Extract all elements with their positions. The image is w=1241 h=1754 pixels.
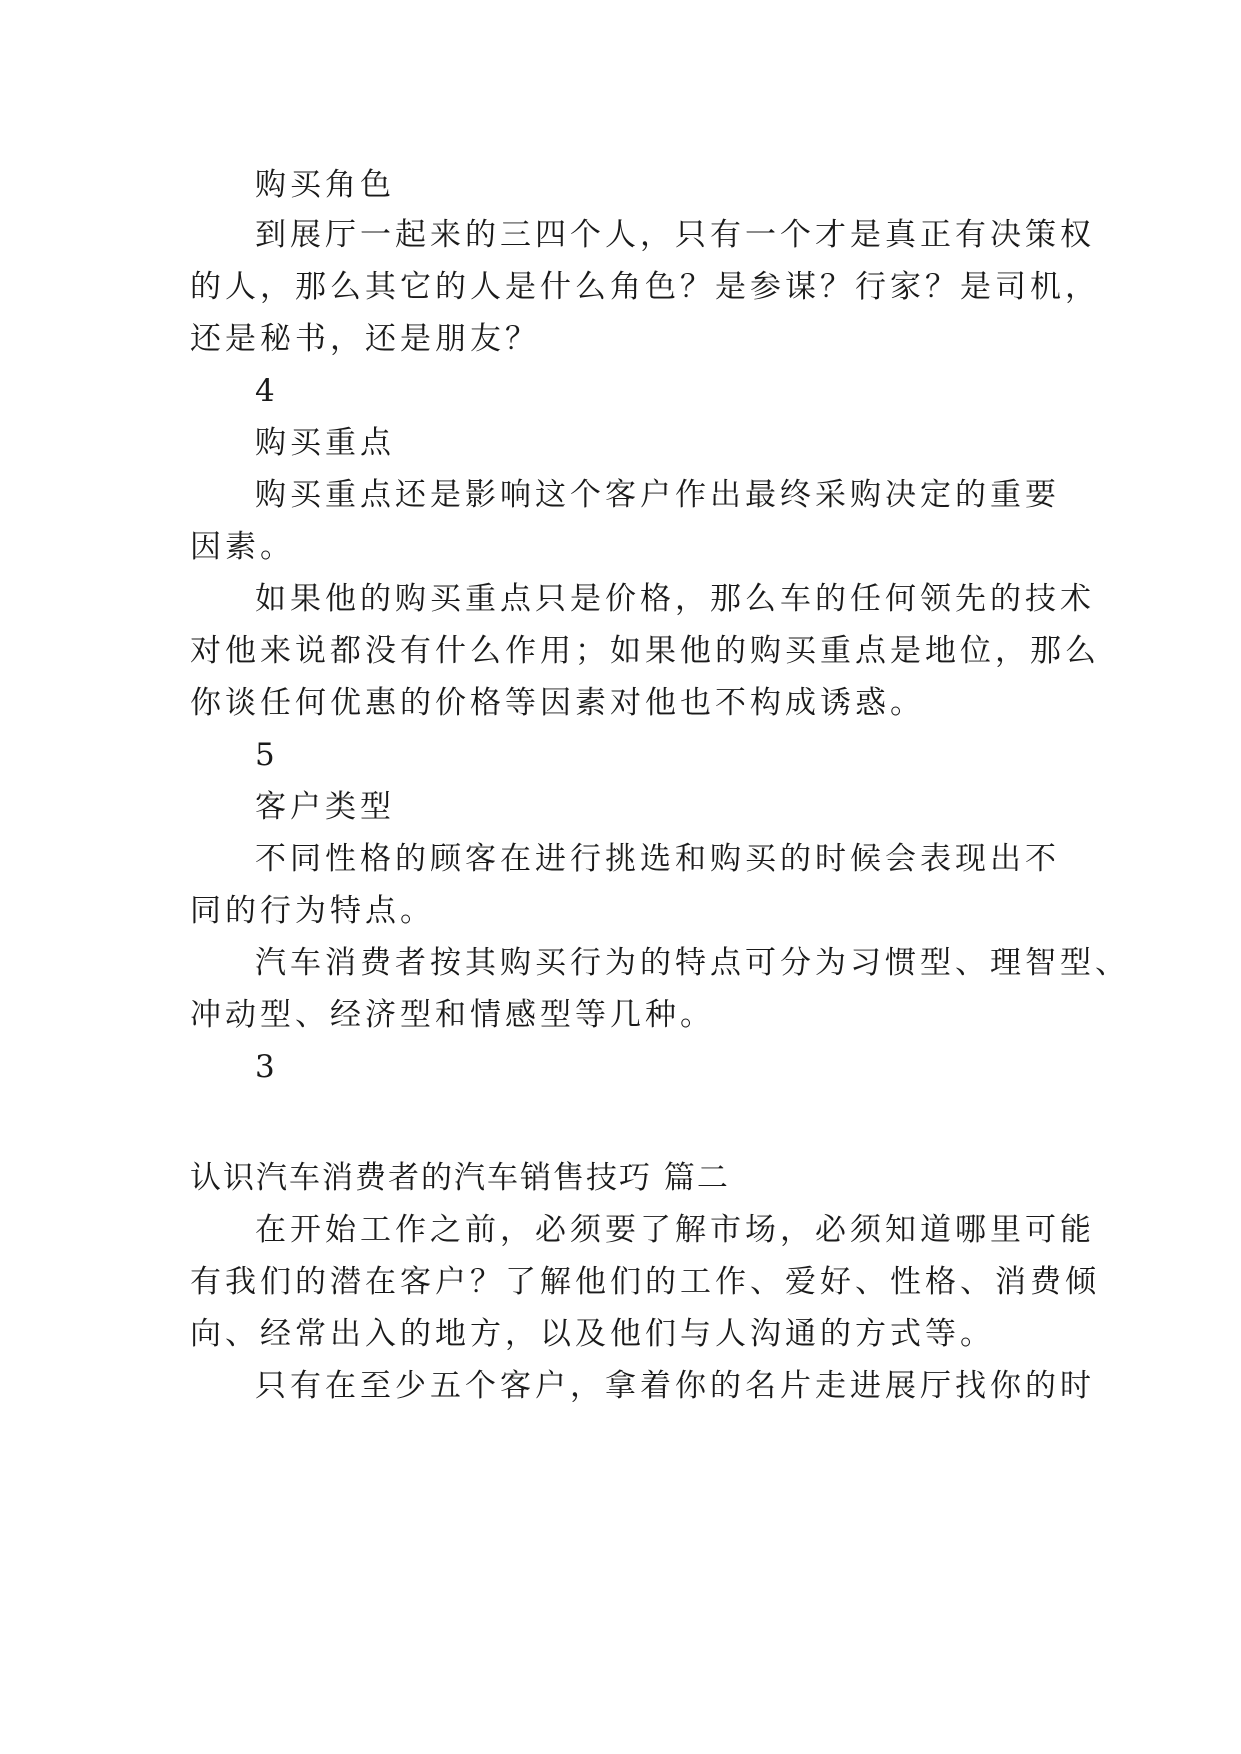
paragraph-line: 只有在至少五个客户，拿着你的名片走进展厅找你的时 — [255, 1368, 1095, 1404]
paragraph-line: 的人，那么其它的人是什么角色？是参谋？行家？是司机， — [190, 269, 1100, 305]
paragraph-line: 如果他的购买重点只是价格，那么车的任何领先的技术 — [255, 581, 1095, 617]
paragraph-line: 汽车消费者按其购买行为的特点可分为习惯型、理智型、 — [255, 945, 1130, 981]
paragraph-line: 你谈任何优惠的价格等因素对他也不构成诱惑。 — [190, 685, 925, 721]
paragraph-line: 冲动型、经济型和情感型等几种。 — [190, 997, 715, 1033]
section-number: 3 — [255, 1049, 279, 1085]
paragraph-line: 在开始工作之前，必须要了解市场，必须知道哪里可能 — [255, 1212, 1095, 1248]
heading-customer-type: 客户类型 — [255, 789, 395, 825]
heading-purchase-focus: 购买重点 — [255, 425, 395, 461]
paragraph-line: 不同性格的顾客在进行挑选和购买的时候会表现出不 — [255, 841, 1060, 877]
paragraph-line: 购买重点还是影响这个客户作出最终采购决定的重要 — [255, 477, 1060, 513]
heading-purchase-role: 购买角色 — [255, 167, 395, 203]
paragraph-line: 到展厅一起来的三四个人，只有一个才是真正有决策权 — [255, 217, 1095, 253]
section-number: 5 — [255, 737, 279, 773]
paragraph-line: 还是秘书，还是朋友？ — [190, 321, 540, 357]
paragraph-line: 有我们的潜在客户？了解他们的工作、爱好、性格、消费倾 — [190, 1264, 1100, 1300]
paragraph-line: 因素。 — [190, 529, 295, 565]
paragraph-line: 对他来说都没有什么作用；如果他的购买重点是地位，那么 — [190, 633, 1100, 669]
paragraph-line: 同的行为特点。 — [190, 893, 435, 929]
section-number: 4 — [255, 373, 279, 409]
article-title: 认识汽车消费者的汽车销售技巧 篇二 — [190, 1160, 730, 1196]
paragraph-line: 向、经常出入的地方，以及他们与人沟通的方式等。 — [190, 1316, 995, 1352]
